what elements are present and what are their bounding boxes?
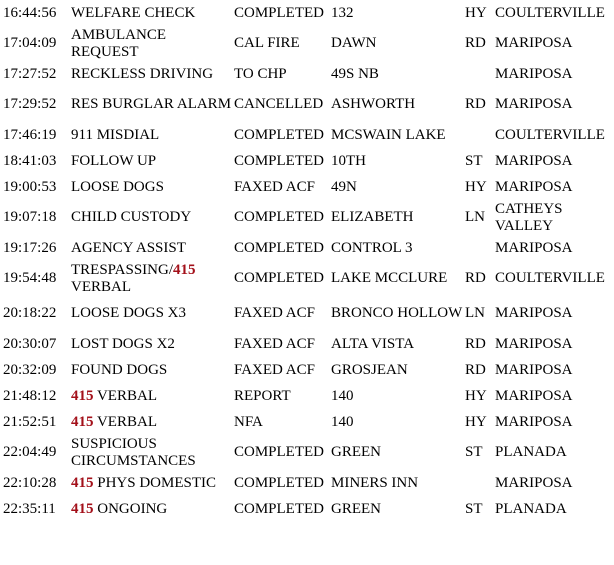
street-suffix-cell: HY bbox=[465, 387, 487, 404]
city-cell: MARIPOSA bbox=[495, 35, 573, 51]
city-cell: MARIPOSA bbox=[495, 96, 573, 112]
disposition-cell: FAXED ACF bbox=[234, 335, 315, 352]
disposition-cell: COMPLETED bbox=[234, 152, 324, 169]
city-cell: MARIPOSA bbox=[495, 335, 573, 352]
call-type-cell bbox=[71, 200, 234, 235]
street-cell: CONTROL 3 bbox=[331, 239, 413, 256]
street-suffix-cell: RD bbox=[465, 361, 486, 378]
call-type-cell bbox=[71, 470, 234, 496]
street-cell: ELIZABETH bbox=[331, 209, 414, 225]
call-type-text: RECKLESS DRIVING bbox=[71, 65, 214, 82]
table-row bbox=[0, 61, 614, 87]
call-type-text: LOOSE DOGS bbox=[71, 178, 164, 195]
street-cell: DAWN bbox=[331, 35, 377, 51]
city-cell: MARIPOSA bbox=[495, 305, 573, 321]
street-suffix-cell: ST bbox=[465, 444, 483, 460]
street-suffix-cell bbox=[465, 122, 495, 148]
street-suffix-cell: RD bbox=[465, 335, 486, 352]
call-type-text: FOUND DOGS bbox=[71, 361, 168, 378]
call-type-cell bbox=[71, 174, 234, 200]
time-cell: 21:48:12 bbox=[3, 387, 57, 404]
city-cell: COULTERVILLE bbox=[495, 270, 605, 286]
street-cell: MINERS INN bbox=[331, 474, 419, 491]
time-cell: 22:04:49 bbox=[3, 444, 57, 460]
table-row bbox=[0, 87, 614, 122]
disposition-cell: CANCELLED bbox=[234, 96, 324, 112]
call-type-cell bbox=[71, 383, 234, 409]
call-type-text: SUSPICIOUS CIRCUMSTANCES bbox=[71, 435, 196, 469]
table-row bbox=[0, 174, 614, 200]
time-cell: 18:41:03 bbox=[3, 152, 57, 169]
street-suffix-cell: HY bbox=[465, 413, 487, 430]
table-row bbox=[0, 0, 614, 26]
call-type-text: RES BURGLAR ALARM bbox=[71, 96, 232, 112]
street-suffix-cell: RD bbox=[465, 35, 486, 51]
city-cell: MARIPOSA bbox=[495, 65, 573, 82]
call-type-text: AGENCY ASSIST bbox=[71, 239, 186, 256]
disposition-cell: COMPLETED bbox=[234, 474, 324, 491]
street-suffix-cell: RD bbox=[465, 96, 486, 112]
call-type-cell bbox=[71, 331, 234, 357]
time-cell: 19:00:53 bbox=[3, 178, 57, 195]
street-cell: 140 bbox=[331, 413, 354, 430]
street-suffix-cell bbox=[465, 235, 495, 261]
disposition-cell: COMPLETED bbox=[234, 270, 324, 286]
table-row bbox=[0, 383, 614, 409]
table-row bbox=[0, 357, 614, 383]
disposition-cell: COMPLETED bbox=[234, 444, 324, 460]
street-cell: GREEN bbox=[331, 444, 381, 460]
street-cell: ALTA VISTA bbox=[331, 335, 415, 352]
penal-code-415: 415 bbox=[71, 500, 94, 517]
call-type-cell bbox=[71, 235, 234, 261]
table-row bbox=[0, 331, 614, 357]
call-type-text: FOLLOW UP bbox=[71, 152, 157, 169]
street-suffix-cell: HY bbox=[465, 4, 487, 21]
time-cell: 20:32:09 bbox=[3, 361, 57, 378]
city-cell: CATHEYS VALLEY bbox=[495, 200, 563, 234]
city-cell: MARIPOSA bbox=[495, 178, 573, 195]
street-cell: 49N bbox=[331, 178, 357, 195]
call-type-cell bbox=[71, 261, 234, 296]
disposition-cell: FAXED ACF bbox=[234, 305, 315, 321]
call-type-text: VERBAL bbox=[71, 278, 131, 295]
call-type-text: WELFARE CHECK bbox=[71, 4, 196, 21]
time-cell: 22:10:28 bbox=[3, 474, 57, 491]
street-suffix-cell: HY bbox=[465, 178, 487, 195]
city-cell: MARIPOSA bbox=[495, 387, 573, 404]
table-row bbox=[0, 496, 614, 522]
disposition-cell: CAL FIRE bbox=[234, 35, 300, 51]
street-cell: LAKE MCCLURE bbox=[331, 270, 448, 286]
time-cell: 22:35:11 bbox=[3, 500, 56, 517]
disposition-cell: FAXED ACF bbox=[234, 178, 315, 195]
city-cell: COULTERVILLE bbox=[495, 126, 605, 143]
call-type-text: VERBAL bbox=[93, 387, 157, 404]
city-cell: PLANADA bbox=[495, 444, 567, 460]
table-row bbox=[0, 435, 614, 470]
penal-code-415: 415 bbox=[71, 474, 94, 491]
time-cell: 17:27:52 bbox=[3, 65, 57, 82]
call-type-cell bbox=[71, 61, 234, 87]
street-suffix-cell: LN bbox=[465, 305, 485, 321]
call-type-text: AMBULANCE REQUEST bbox=[71, 26, 167, 60]
city-cell: PLANADA bbox=[495, 500, 567, 517]
city-cell: COULTERVILLE bbox=[495, 4, 605, 21]
penal-code-415: 415 bbox=[71, 413, 94, 430]
time-cell: 19:17:26 bbox=[3, 239, 57, 256]
call-type-text: TRESPASSING/ bbox=[71, 261, 173, 278]
street-cell: 140 bbox=[331, 387, 354, 404]
street-suffix-cell bbox=[465, 470, 495, 496]
time-cell: 19:54:48 bbox=[3, 270, 57, 286]
time-cell: 19:07:18 bbox=[3, 209, 57, 225]
penal-code-415: 415 bbox=[172, 261, 196, 278]
street-cell: 132 bbox=[331, 4, 354, 21]
disposition-cell: TO CHP bbox=[234, 65, 287, 82]
call-type-cell bbox=[71, 26, 234, 61]
table-row bbox=[0, 122, 614, 148]
disposition-cell: COMPLETED bbox=[234, 209, 324, 225]
disposition-cell: REPORT bbox=[234, 387, 291, 404]
table-row bbox=[0, 296, 614, 331]
table-row bbox=[0, 26, 614, 61]
street-suffix-cell bbox=[465, 61, 495, 87]
call-type-cell bbox=[71, 435, 234, 470]
time-cell: 17:04:09 bbox=[3, 35, 57, 51]
call-type-text: 911 MISDIAL bbox=[71, 126, 160, 143]
call-type-text: CHILD CUSTODY bbox=[71, 209, 192, 225]
table-row bbox=[0, 235, 614, 261]
call-type-text: ONGOING bbox=[93, 500, 168, 517]
call-type-text: LOST DOGS X2 bbox=[71, 335, 175, 352]
street-cell: 49S NB bbox=[331, 65, 379, 82]
time-cell: 20:18:22 bbox=[3, 305, 57, 321]
penal-code-415: 415 bbox=[71, 387, 94, 404]
call-type-cell bbox=[71, 296, 234, 331]
time-cell: 16:44:56 bbox=[3, 4, 57, 21]
call-type-cell bbox=[71, 496, 234, 522]
call-type-cell bbox=[71, 87, 234, 122]
street-cell: BRONCO HOLLOW bbox=[331, 305, 463, 321]
disposition-cell: COMPLETED bbox=[234, 500, 324, 517]
disposition-cell: NFA bbox=[234, 413, 263, 430]
city-cell: MARIPOSA bbox=[495, 474, 573, 491]
disposition-cell: COMPLETED bbox=[234, 239, 324, 256]
disposition-cell: FAXED ACF bbox=[234, 361, 315, 378]
time-cell: 20:30:07 bbox=[3, 335, 57, 352]
street-cell: 10TH bbox=[331, 152, 366, 169]
call-type-text: VERBAL bbox=[93, 413, 157, 430]
disposition-cell: COMPLETED bbox=[234, 4, 324, 21]
table-row bbox=[0, 409, 614, 435]
call-type-cell bbox=[71, 148, 234, 174]
time-cell: 17:29:52 bbox=[3, 96, 57, 112]
city-cell: MARIPOSA bbox=[495, 413, 573, 430]
street-cell: MCSWAIN LAKE bbox=[331, 126, 446, 143]
disposition-cell: COMPLETED bbox=[234, 126, 324, 143]
city-cell: MARIPOSA bbox=[495, 152, 573, 169]
street-suffix-cell: RD bbox=[465, 270, 486, 286]
street-cell: ASHWORTH bbox=[331, 96, 416, 112]
time-cell: 17:46:19 bbox=[3, 126, 57, 143]
table-row bbox=[0, 470, 614, 496]
table-row bbox=[0, 200, 614, 235]
street-cell: GREEN bbox=[331, 500, 381, 517]
call-type-cell bbox=[71, 357, 234, 383]
street-cell: GROSJEAN bbox=[331, 361, 408, 378]
table-row bbox=[0, 148, 614, 174]
call-type-text: LOOSE DOGS X3 bbox=[71, 305, 187, 321]
call-type-cell bbox=[71, 0, 234, 26]
time-cell: 21:52:51 bbox=[3, 413, 57, 430]
table-row bbox=[0, 261, 614, 296]
city-cell: MARIPOSA bbox=[495, 239, 573, 256]
call-type-text: PHYS DOMESTIC bbox=[93, 474, 217, 491]
street-suffix-cell: ST bbox=[465, 152, 483, 169]
city-cell: MARIPOSA bbox=[495, 361, 573, 378]
call-type-cell bbox=[71, 409, 234, 435]
street-suffix-cell: LN bbox=[465, 209, 485, 225]
call-type-cell bbox=[71, 122, 234, 148]
street-suffix-cell: ST bbox=[465, 500, 483, 517]
